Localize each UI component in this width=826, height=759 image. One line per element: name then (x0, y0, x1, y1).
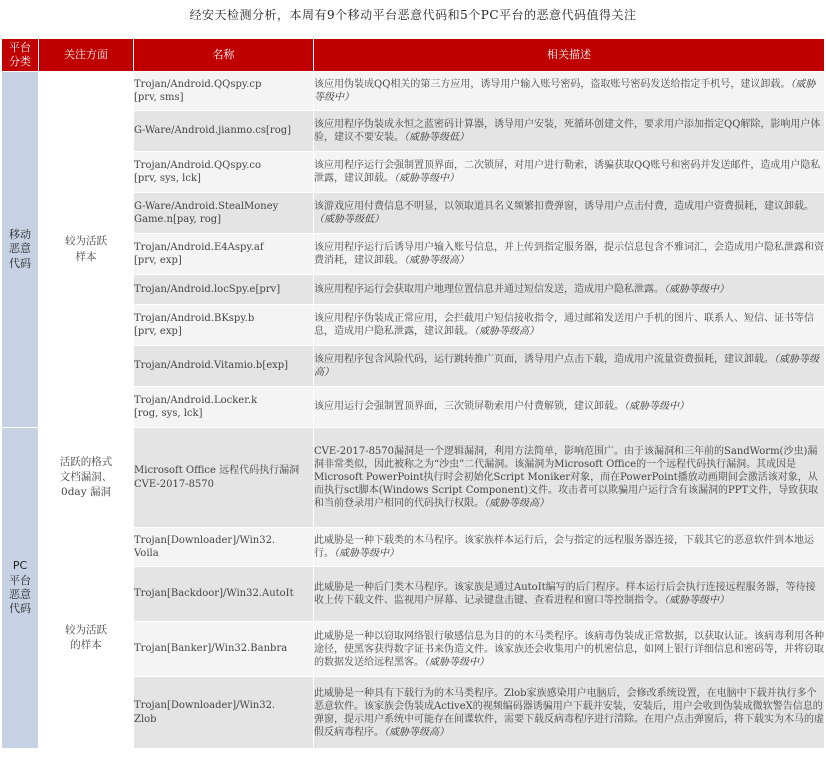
table-caption: 经安天检测分析，本周有9个移动平台恶意代码和5个PC平台的恶意代码值得关注 (189, 8, 637, 22)
threat-level: （威胁等级高） (314, 353, 819, 378)
malware-name: Trojan[Banker]/Win32.Banbra (134, 622, 314, 677)
threat-level: （威胁等级中） (624, 401, 689, 413)
threat-level: （威胁等级中） (314, 78, 816, 103)
malware-desc: 该应用程序运行会获取用户地理位置信息并通过短信发送，造成用户隐私泄露。（威胁等级中） (314, 275, 825, 305)
malware-desc: 该应用程序伪装成永恒之蓝密码计算器，诱导用户安装，死循环创建文件，要求用户添加指定QQ解除，影响用户体验，建议不要安装。（威胁等级低） (314, 111, 825, 152)
malware-name: G-Ware/Android.StealMoney Game.n[pay, rog] (134, 193, 314, 234)
malware-desc: 该游戏应用付费信息不明显，以领取道具名义频繁扣费弹窗，诱导用户点击付费，造成用户资费损耗，建议卸载。（威胁等级低） (314, 193, 825, 234)
header-description: 相关描述 (314, 39, 825, 72)
malware-desc: 该应用程序运行会强制置顶界面，二次锁屏，对用户进行勒索，诱骗获取QQ账号和密码并发送邮件，造成用户隐私泄露，建议卸载。（威胁等级中） (314, 152, 825, 193)
threat-level: （威胁等级高） (384, 726, 449, 738)
malware-name: Trojan/Android.QQspy.cp [prv, sms] (134, 72, 314, 111)
malware-desc: 此威胁是一种下载类的木马程序。该家族样本运行后，会与指定的远程服务器连接，下载其它的恶意软件到本地运行。（威胁等级中） (314, 528, 825, 567)
malware-desc: 该应用程序伪装成正常应用，会拦截用户短信接收指令，通过邮箱发送用户手机的图片、联系人、短信、证书等信息，造成用户隐私泄露，建议卸载。（威胁等级高） (314, 305, 825, 346)
vulnerability-name: Microsoft Office 远程代码执行漏洞 CVE-2017-8570 (134, 428, 314, 528)
threat-level: （威胁等级低） (314, 214, 384, 225)
malware-name: Trojan[Downloader]/Win32. Zlob (134, 677, 314, 749)
platform-mobile: 移动 恶意 代码 (2, 72, 39, 428)
threat-level: （威胁等级中） (424, 656, 489, 668)
focus-vulnerability: 活跃的格式 文档漏洞、 0day 漏洞 (39, 428, 134, 528)
focus-mobile: 较为活跃 样本 (39, 72, 134, 428)
threat-level: （威胁等级高） (474, 326, 539, 337)
table-row (2, 428, 825, 528)
threat-level: （威胁等级中） (394, 173, 459, 184)
header-focus: 关注方面 (39, 39, 134, 72)
platform-pc: PC 平台 恶意 代码 (2, 428, 39, 749)
header-platform: 平台 分类 (2, 39, 39, 72)
threat-level: （威胁等级低） (404, 132, 469, 143)
header-name: 名称 (134, 39, 314, 72)
vulnerability-desc: CVE-2017-8570漏洞是一个逻辑漏洞，利用方法简单，影响范围广。由于该漏洞和三年前的SandWorm(沙虫)漏洞非常类似，因此被称之为“沙虫”二代漏洞。该漏洞为Microsoft Office的一个远程代码执行漏洞。其成因是Microsoft PowerPoint执行时会初始化Script Moniker对象，而在PowerPoint播放动画期间会激活该对象，从而执行sct脚本(Windows Script Component)文件。攻击者可以欺骗用户运行含有该漏洞的PPT文件，导致获取和当前登录用户相同的代码执行权限。（威胁等级高） (314, 428, 825, 528)
malware-name: Trojan/Android.locSpy.e[prv] (134, 275, 314, 305)
threat-level: （威胁等级中） (334, 548, 399, 559)
threat-level: （威胁等级高） (484, 498, 549, 509)
table-row (2, 72, 825, 111)
malware-name: Trojan/Android.QQspy.co [prv, sys, lck] (134, 152, 314, 193)
malware-table (1, 38, 825, 749)
malware-desc: 此威胁是一种后门类木马程序。该家族是通过AutoIt编写的后门程序。样本运行后会执行连接远程服务器，等待接收上传下载文件、监视用户屏幕、记录键盘击键、查看进程和窗口等控制指令。（威胁等级中） (314, 567, 825, 622)
malware-name: G-Ware/Android.jianmo.cs[rog] (134, 111, 314, 152)
malware-desc: 该应用运行会强制置顶界面，三次锁屏勒索用户付费解锁，建议卸载。（威胁等级中） (314, 387, 825, 428)
malware-desc: 该应用伪装成QQ相关的第三方应用，诱导用户输入账号密码，盗取账号密码发送给指定手机号，建议卸载。（威胁等级中） (314, 72, 825, 111)
malware-name: Trojan/Android.E4Aspy.af [prv, exp] (134, 234, 314, 275)
malware-name: Trojan/Android.BKspy.b [prv, exp] (134, 305, 314, 346)
threat-level: （威胁等级中） (664, 283, 729, 295)
header-row (2, 39, 825, 72)
malware-name: Trojan[Backdoor]/Win32.AutoIt (134, 567, 314, 622)
threat-level: （威胁等级中） (664, 595, 729, 606)
focus-pc: 较为活跃 的样本 (39, 528, 134, 749)
malware-name: Trojan/Android.Vitamio.b[exp] (134, 346, 314, 387)
malware-desc: 该应用程序包含风险代码，运行跳转推广页面，诱导用户点击下载，造成用户流量资费损耗，建议卸载。（威胁等级高） (314, 346, 825, 387)
malware-desc: 该应用程序运行后诱导用户输入账号信息，并上传到指定服务器，提示信息包含不雅词汇，会造成用户隐私泄露和资费消耗，建议卸载。（威胁等级高） (314, 234, 825, 275)
malware-desc: 此威胁是一种具有下载行为的木马类程序。Zlob家族感染用户电脑后，会修改系统设置，在电脑中下载并执行多个恶意软件。该家族会伪装成ActiveX的视频编码器诱骗用户下载并安装，安装后，用户会收到伪装成微软警告信息的弹窗，提示用户系统中可能存在间谍软件，需要下载反病毒程序进行清除。在用户点击弹窗后，将下载实为木马的虚假反病毒程序。（威胁等级高） (314, 677, 825, 749)
malware-name: Trojan[Downloader]/Win32. Voila (134, 528, 314, 567)
malware-name: Trojan/Android.Locker.k [rog, sys, lck] (134, 387, 314, 428)
threat-level: （威胁等级高） (404, 255, 469, 266)
malware-desc: 此威胁是一种以窃取网络银行敏感信息为目的的木马类程序。该病毒伪装成正常数据，以获取认证。该病毒利用各种途径，使黑客获得数字证书来伪造文件。该家族还会收集用户的机密信息，如网上银行详细信息和密码等，并将窃取的数据发送给远程黑客。（威胁等级中） (314, 622, 825, 677)
table-row (2, 528, 825, 567)
